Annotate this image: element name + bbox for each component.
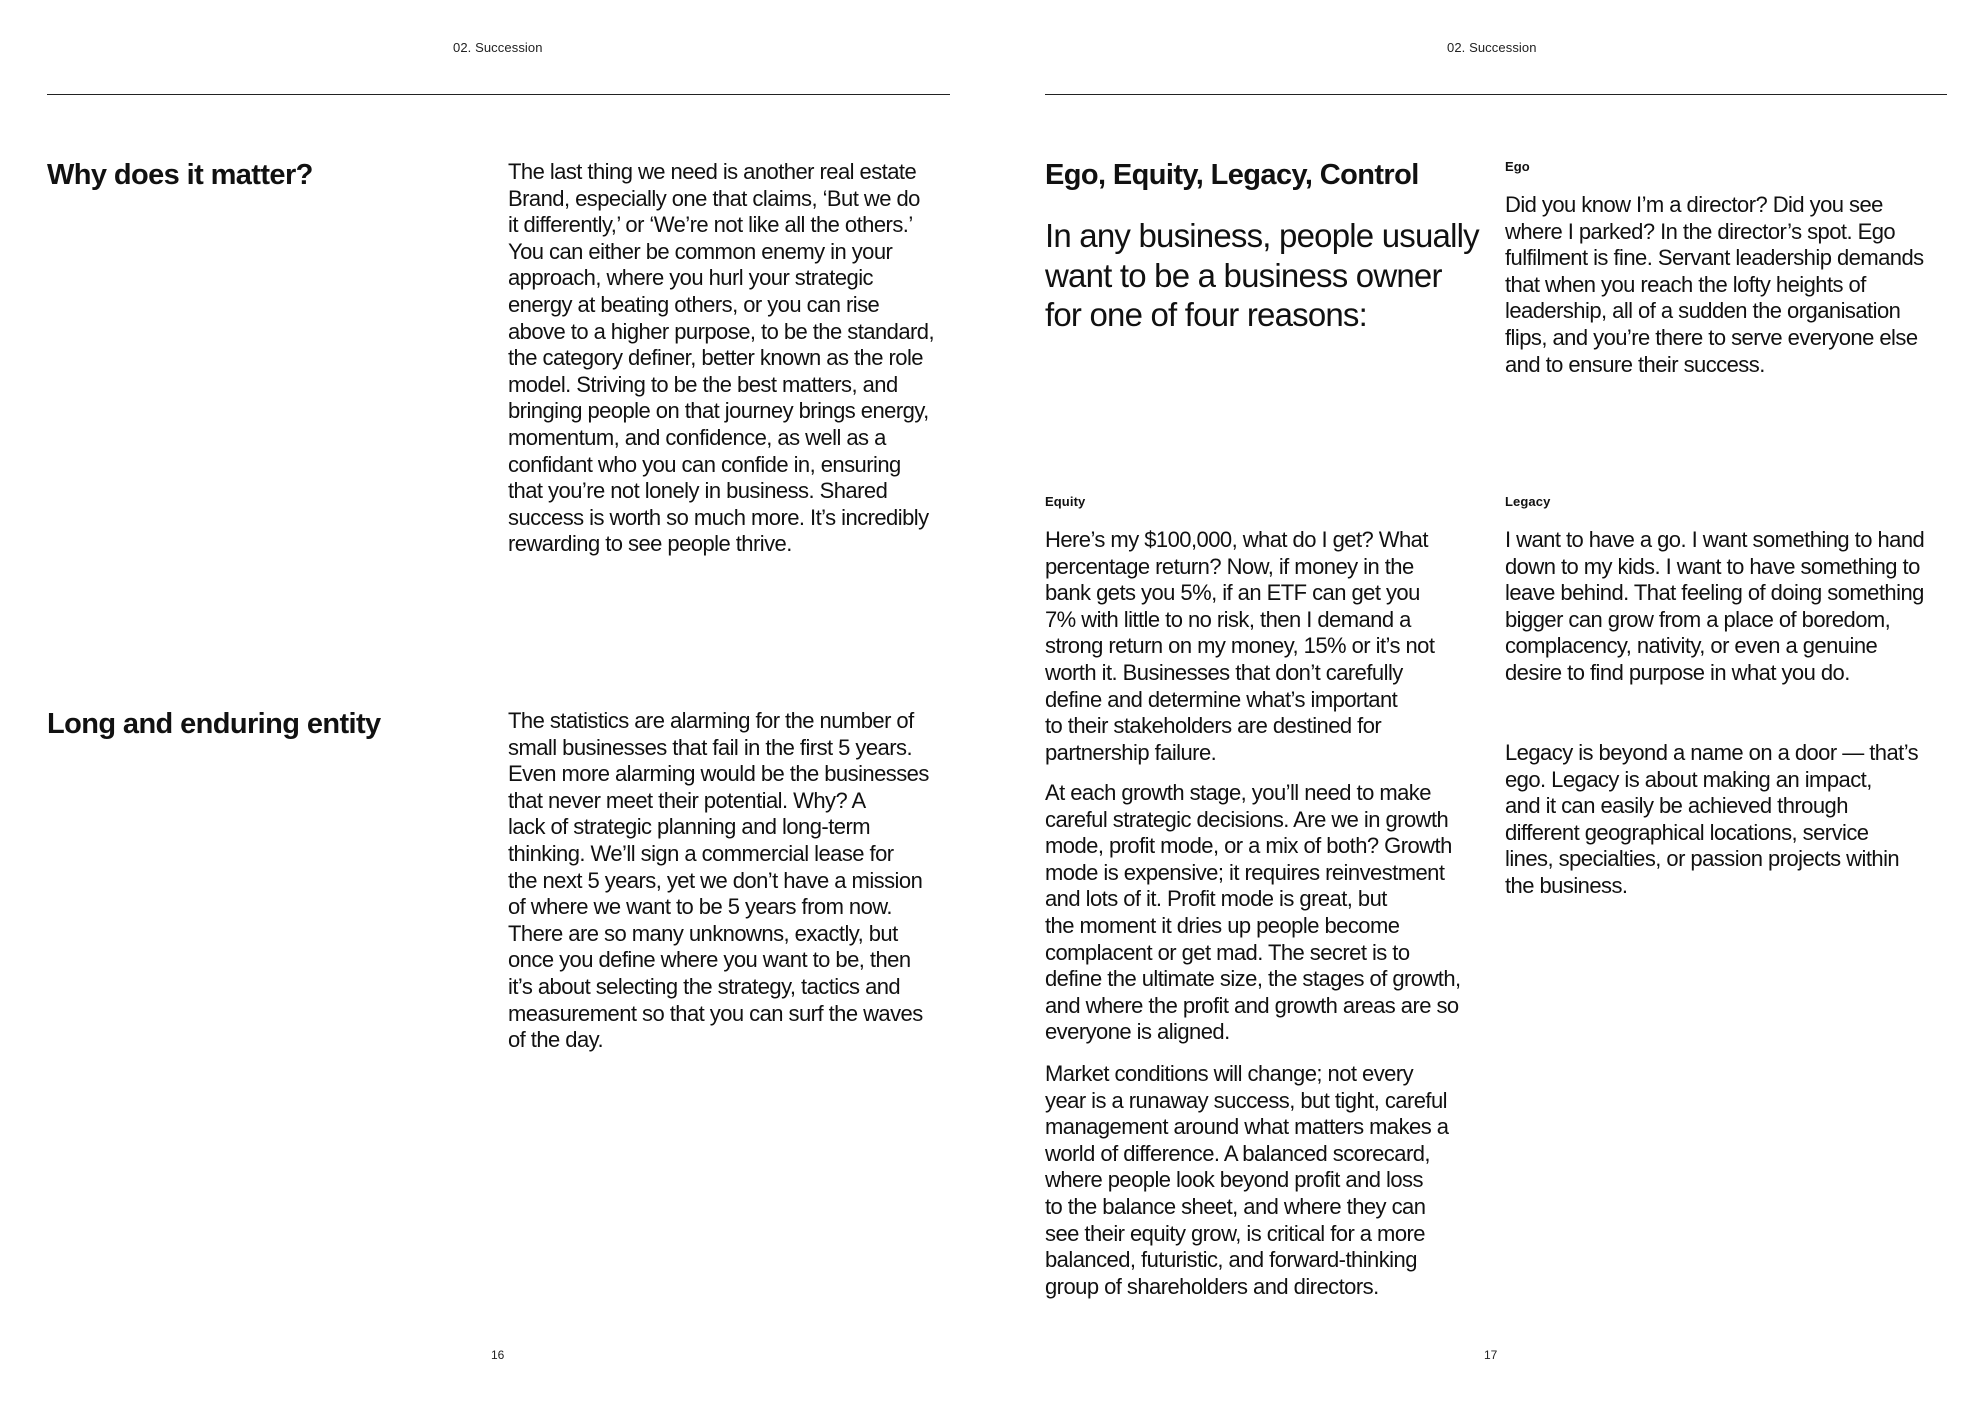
section-heading-long-and-enduring-entity: Long and enduring entity xyxy=(47,708,381,740)
lead-statement: In any business, people usually want to be a business owner for one of four reasons: xyxy=(1045,217,1479,333)
legacy-label: Legacy xyxy=(1505,494,1551,509)
page-heading: Ego, Equity, Legacy, Control xyxy=(1045,159,1419,191)
page-number: 17 xyxy=(1484,1348,1498,1362)
page-number: 16 xyxy=(491,1348,505,1362)
ego-label: Ego xyxy=(1505,159,1530,174)
section-heading-why-does-it-matter: Why does it matter? xyxy=(47,159,313,191)
equity-label: Equity xyxy=(1045,494,1086,509)
equity-paragraph-1: Here’s my $100,000, what do I get? What percentage return? Now, if money in the bank gets you 5%, if an ETF can get you 7% with little to no risk, then I demand a strong return on my money, 15% or it’s not worth it. Businesses that don’t carefully define and determine what’s important to their stakeholders are destined for partnership failure. xyxy=(1045,527,1435,765)
running-head: 02. Succession xyxy=(453,40,543,55)
right-page xyxy=(992,0,1984,1403)
legacy-paragraph-1: I want to have a go. I want something to hand down to my kids. I want to have something to leave behind. That feeling of doing something bigger can grow from a place of boredom, complacency, nativity, or even a genuine desire to find purpose in what you do. xyxy=(1505,527,1925,685)
running-head: 02. Succession xyxy=(1447,40,1537,55)
ego-body: Did you know I’m a director? Did you see where I parked? In the director’s spot. Ego fulfilment is fine. Servant leadership demands that when you reach the lofty heights of leadership, all of a sudden the organisation flips, and you’re there to serve everyone else and to ensure their success. xyxy=(1505,192,1924,377)
legacy-paragraph-2: Legacy is beyond a name on a door — that’s ego. Legacy is about making an impact, and it can easily be achieved through different geographical locations, service lines, specialties, or passion projects within the business. xyxy=(1505,740,1919,898)
equity-paragraph-3: Market conditions will change; not every year is a runaway success, but tight, careful management around what matters makes a world of difference. A balanced scorecard, where people look beyond profit and loss to the balance sheet, and where they can see their equity grow, is critical for a more balanced, futuristic, and forward-thinking group of shareholders and directors. xyxy=(1045,1061,1449,1299)
section-body-why-does-it-matter: The last thing we need is another real estate Brand, especially one that claims, ‘But we do it differently,’ or ‘We’re not like all the others.’ You can either be common enemy in your approach, where you hurl your strategic energy at beating others, or you can rise above to a higher purpose, to be the standard, the category definer, better known as the role model. Striving to be the best matters, and bringing people on that journey brings energy, momentum, and confidence, as well as a confidant who you can confide in, ensuring that you’re not lonely in business. Shared success is worth so much more. It’s incredibly rewarding to see people thrive. xyxy=(508,159,935,557)
section-body-long-and-enduring-entity: The statistics are alarming for the number of small businesses that fail in the first 5 years. Even more alarming would be the businesses that never meet their potential. Why? A lack of strategic planning and long-term thinking. We’ll sign a commercial lease for the next 5 years, yet we don’t have a mission of where we want to be 5 years from now. There are so many unknowns, exactly, but once you define where you want to be, then it’s about selecting the strategy, tactics and measurement so that you can surf the waves of the day. xyxy=(508,708,929,1053)
header-rule xyxy=(1045,94,1947,95)
equity-paragraph-2: At each growth stage, you’ll need to make careful strategic decisions. Are we in growth mode, profit mode, or a mix of both? Growth mode is expensive; it requires reinvestment and lots of it. Profit mode is great, but the moment it dries up people become complacent or get mad. The secret is to define the ultimate size, the stages of growth, and where the profit and growth areas are so everyone is aligned. xyxy=(1045,780,1461,1045)
header-rule xyxy=(47,94,950,95)
